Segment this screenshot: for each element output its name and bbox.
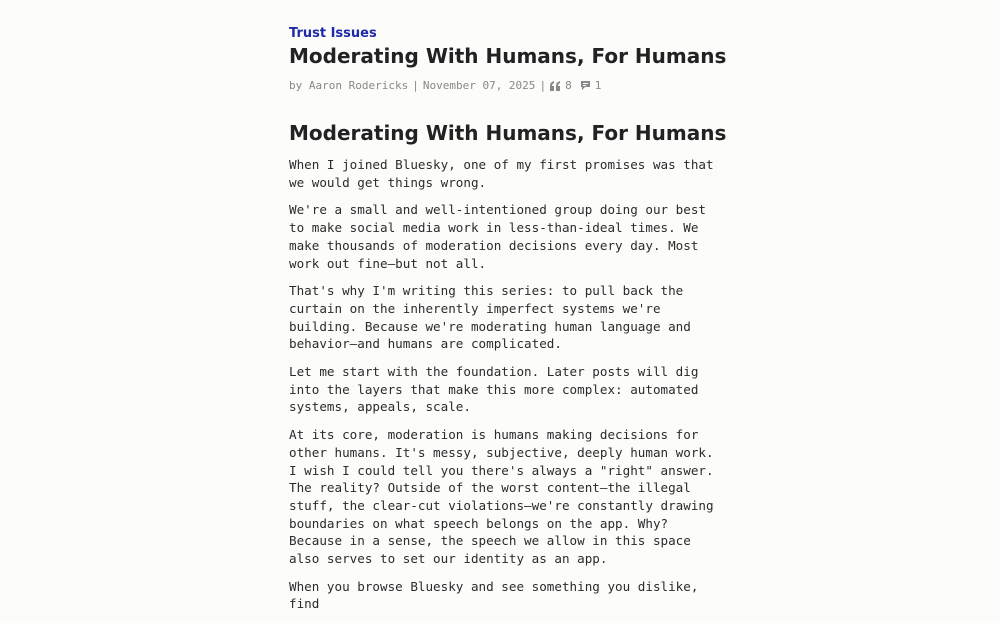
post-date: November 07, 2025 [422,79,536,92]
post-meta [289,79,601,92]
meta-separator: | [539,79,547,92]
author-byline[interactable]: by Aaron Rodericks [289,79,409,92]
content-heading: Moderating With Humans, For Humans [289,121,727,145]
quotes-count: 8 [565,79,572,92]
section-link[interactable]: Trust Issues [289,26,377,41]
paragraph: When you browse Bluesky and see something you dislike, find [289,578,699,612]
meta-separator: | [412,79,419,92]
paragraph: Let me start with the foundation. Later posts will dig into the layers that make this more complex: automated systems, appeals, scale. [289,364,699,415]
article-content [289,121,727,623]
quote-icon[interactable] [550,81,561,91]
post-title: Moderating With Humans, For Humans [289,44,727,68]
comments-count: 1 [594,79,602,92]
paragraph: When I joined Bluesky, one of my first promises was that we would get things wrong. [289,157,714,190]
paragraph: At its core, moderation is humans making decisions for other humans. It's messy, subjective, deeply human work. I wish I could tell you there's always a "right" answer. The reality? Outside of the worst content—the illegal stuff, the clear-cut violations—we're constantly drawing boundaries on what speech belongs on the app. Why? Because in a sense, the speech we allow in this space also serves to set our identity as an app. [289,427,714,567]
paragraph: We're a small and well-intentioned group doing our best to make social media work in less-than-ideal times. We make thousands of moderation decisions every day. Most work out fine—but not all. [289,202,707,271]
paragraph: That's why I'm writing this series: to pull back the curtain on the inherently imperfect systems we're building. Because we're moderating human language and behavior—and humans are complicated. [289,283,691,352]
comment-icon[interactable] [580,80,591,91]
